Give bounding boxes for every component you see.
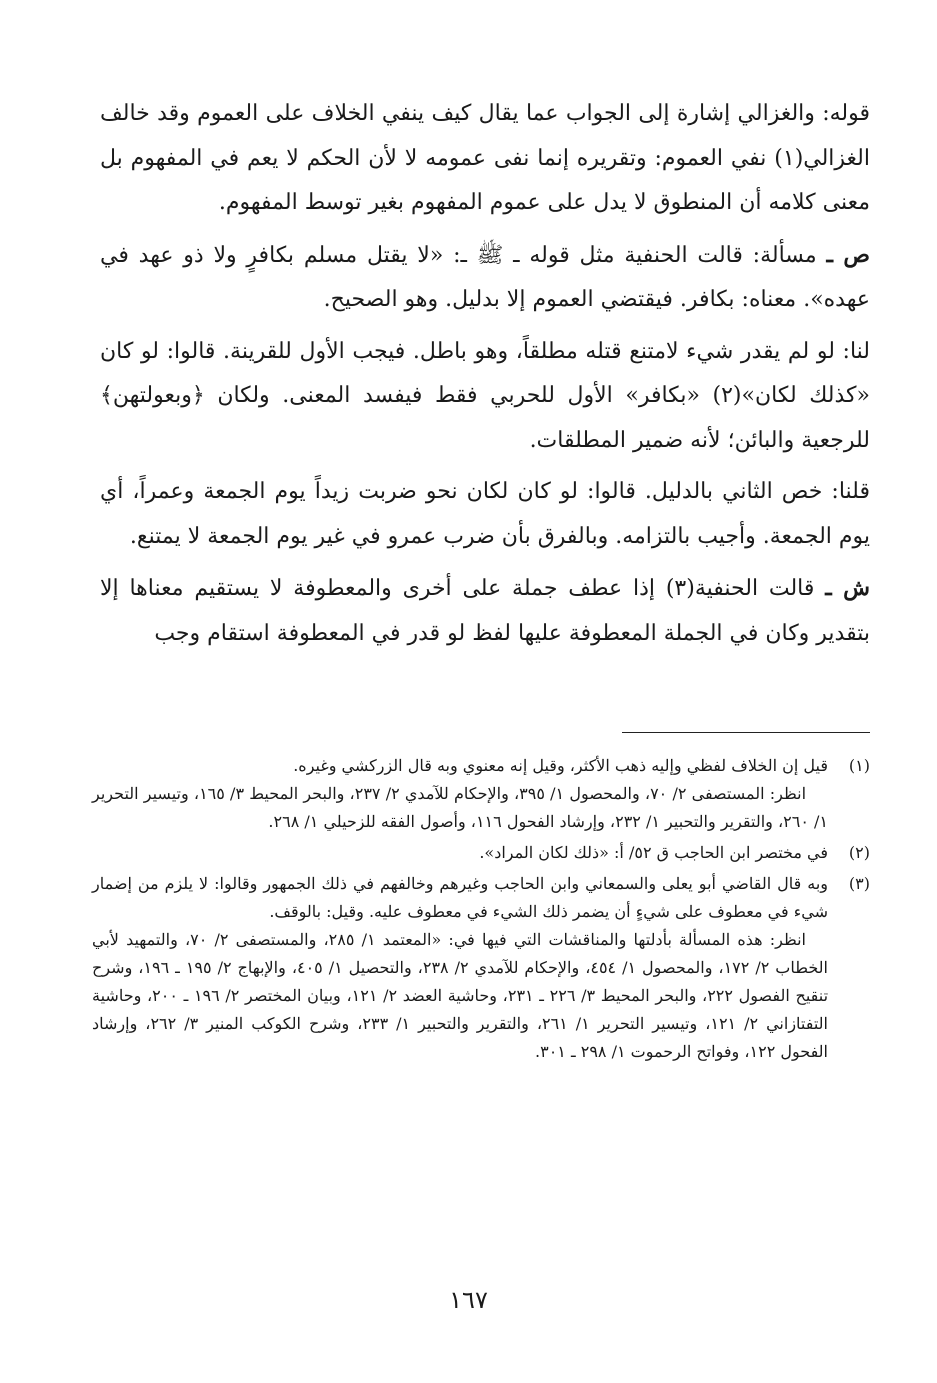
footnote-body — [92, 752, 828, 836]
paragraph-2 — [100, 233, 870, 323]
footnote-body — [92, 839, 828, 867]
paragraph-4 — [100, 470, 870, 559]
footnote-1 — [92, 752, 870, 836]
paragraph-3-text: لنا: لو لم يقدر شيء لامتنع قتله مطلقاً، وهو باطل. فيجب الأول للقرينة. قالوا: لو كان «كذلك لكان»(٢) «بكافر» الأول للحربي فقط فيفسد المعنى. ولكان ﴿وبعولتهن﴾ للرجعية والبائن؛ لأنه ضمير المطلقات. — [100, 338, 870, 453]
footnote-divider — [622, 732, 870, 733]
footnote-line: وبه قال القاضي أبو يعلى والسمعاني وابن الحاجب وغيرهم وخالفهم في ذلك الجمهور وقالوا: لا يلزم من إضمار شيء في معطوف على شيءٍ أن يضمر ذلك الشيء في معطوف عليه. وقيل: بالوقف. — [92, 874, 829, 921]
page-number: ١٦٧ — [449, 1286, 488, 1314]
footnote-number: (١) — [848, 756, 870, 775]
footnote-3 — [92, 870, 870, 1066]
footnote-line: انظر: هذه المسألة بأدلتها والمناقشات التي فيها في: «المعتمد ١/ ٢٨٥، والمستصفى ٢/ ٧٠، والتمهيد لأبي الخطاب ٢/ ١٧٢، والمحصول ١/ ٤٥٤، والإحكام للآمدي ٢/ ٢٣٨، والتحصيل ١/ ٤٠٥، والإبهاج ٢/ ١٩٥ ـ ١٩٦، وشرح تنقيح الفصول ٢٢٢، والبحر المحيط ٣/ ٢٢٦ ـ ٢٣١، وحاشية العضد ٢/ ١٢١، وبيان المختصر ٢/ ١٩٦ ـ ٢٠٠، وحاشية التفتازاني ٢/ ١٢١، وتيسير التحرير ١/ ٢٦١، والتقرير والتحبير ١/ ٢٣٣، وشرح الكوكب المنير ٣/ ٢٦٢، وإرشاد الفحول ١٢٢، وفواتح الرحموت ١/ ٢٩٨ ـ ٣٠١. — [92, 930, 829, 1061]
paragraph-5 — [100, 566, 870, 656]
paragraph-2-text: مسألة: قالت الحنفية مثل قوله ـ ﷺ ـ: «لا يقتل مسلم بكافرٍ ولا ذو عهد في عهده». معناه: بكافر. فيقتضي العموم إلا بدليل. وهو الصحيح. — [100, 242, 870, 312]
footnote-number: (٢) — [848, 843, 870, 862]
paragraph-5-text: قالت الحنفية(٣) إذا عطف جملة على أخرى والمعطوفة لا يستقيم معناها إلا بتقدير وكان في الجملة المعطوفة عليها لفظ لو قدر في المعطوفة استقام وجب — [100, 576, 870, 646]
paragraph-2-marker: ص ـ — [826, 241, 871, 268]
paragraph-1-text: قوله: والغزالي إشارة إلى الجواب عما يقال كيف ينفي الخلاف على العموم وقد خالف الغزالي(١) نفي العموم: وتقريره إنما نفى عمومه لا لأن الحكم لا يعم في المفهوم بل معنى كلامه أن المنطوق لا يدل على عموم المفهوم بغير توسط المفهوم. — [100, 101, 870, 215]
footnotes — [92, 752, 870, 1066]
main-text — [100, 92, 870, 656]
footnote-line: انظر: المستصفى ٢/ ٧٠، والمحصول ١/ ٣٩٥، والإحكام للآمدي ٢/ ٢٣٧، والبحر المحيط ٣/ ١٦٥، وتيسير التحرير ١/ ٢٦٠، والتقرير والتحبير ١/ ٢٣٢، وإرشاد الفحول ١١٦، وأصول الفقه للزحيلي ١/ ٢٦٨. — [92, 784, 828, 831]
footnote-body — [92, 870, 828, 1066]
footnote-number: (٣) — [848, 874, 870, 893]
paragraph-3 — [100, 330, 870, 464]
footnote-line: في مختصر ابن الحاجب ق ٥٢/ أ: «ذلك لكان المراد». — [479, 843, 828, 862]
paragraph-4-text: قلنا: خص الثاني بالدليل. قالوا: لو كان لكان نحو ضربت زيداً يوم الجمعة وعمراً، أي يوم الجمعة. وأجيب بالتزامه. وبالفرق بأن ضرب عمرو في غير يوم الجمعة لا يمتنع. — [100, 479, 870, 549]
paragraph-5-marker: ش ـ — [825, 575, 870, 601]
paragraph-1 — [100, 92, 870, 226]
footnote-line: قيل إن الخلاف لفظي وإليه ذهب الأكثر، وقيل إنه معنوي وبه قال الزركشي وغيره. — [293, 756, 828, 775]
footnote-2 — [92, 839, 870, 867]
